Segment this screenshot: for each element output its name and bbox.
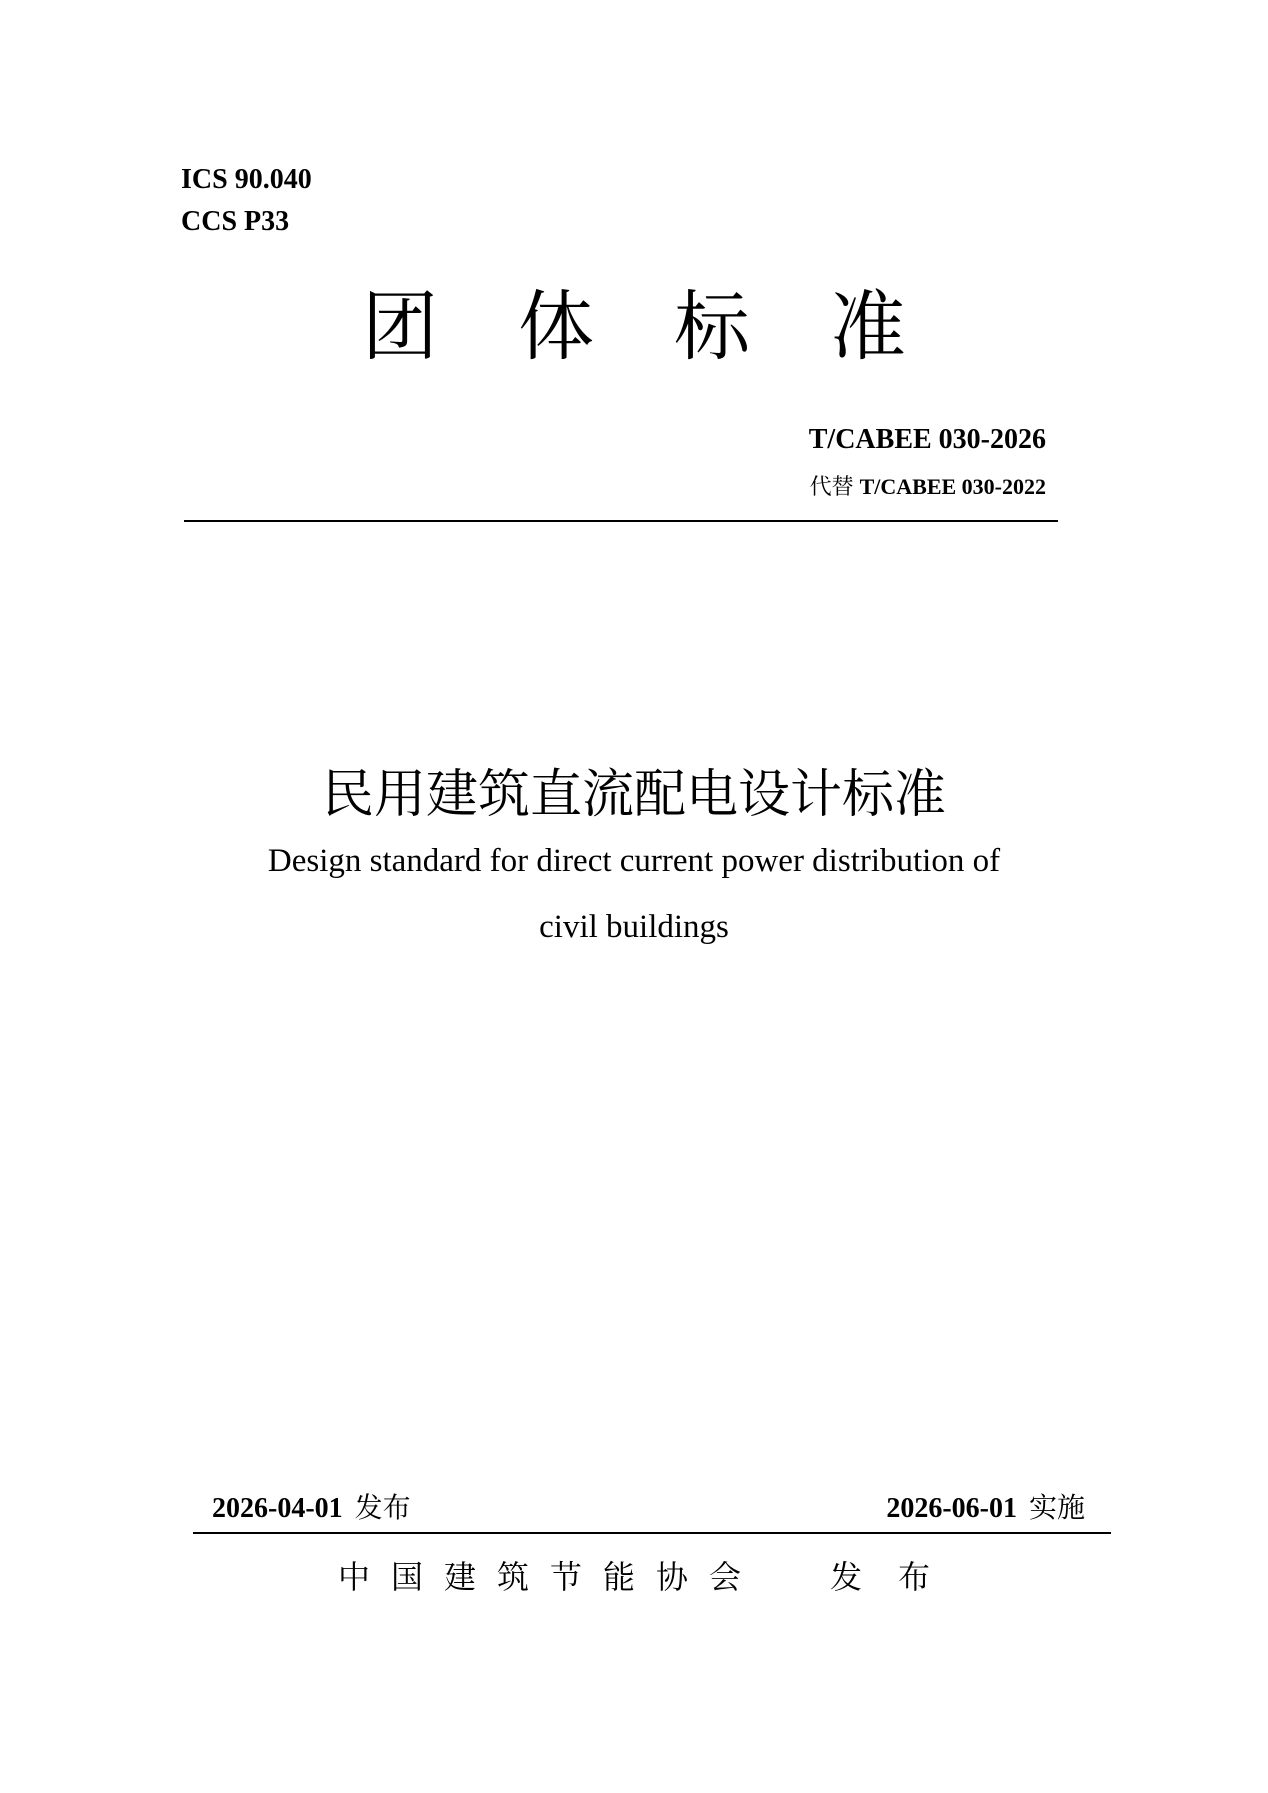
issue-date-value: 2026-04-01 bbox=[212, 1493, 343, 1524]
implementation-date bbox=[886, 1488, 1085, 1529]
title-english-line-2: civil buildings bbox=[539, 909, 729, 945]
replaces-number: T/CABEE 030-2022 bbox=[859, 474, 1046, 499]
implementation-date-label: 实施 bbox=[1028, 1491, 1085, 1524]
issue-date bbox=[212, 1488, 411, 1529]
ics-code: ICS 90.040 bbox=[181, 164, 312, 195]
publisher-name: 中国建筑节能协会 bbox=[338, 1558, 763, 1596]
replaces-standard bbox=[810, 472, 1046, 503]
publish-label: 发布 bbox=[830, 1558, 967, 1596]
document-type-heading: 团体标准 bbox=[362, 282, 986, 371]
ccs-code: CCS P33 bbox=[181, 206, 290, 237]
standard-number: T/CABEE 030-2026 bbox=[808, 424, 1046, 455]
footer-divider bbox=[193, 1532, 1111, 1534]
issue-date-label: 发布 bbox=[354, 1491, 411, 1524]
implementation-date-value: 2026-06-01 bbox=[886, 1493, 1017, 1524]
header-divider bbox=[184, 520, 1058, 522]
replaces-prefix: 代替 bbox=[809, 475, 854, 500]
title-english-line-1: Design standard for direct current power distribution of bbox=[267, 843, 1001, 879]
title-chinese: 民用建筑直流配电设计标准 bbox=[321, 765, 946, 825]
